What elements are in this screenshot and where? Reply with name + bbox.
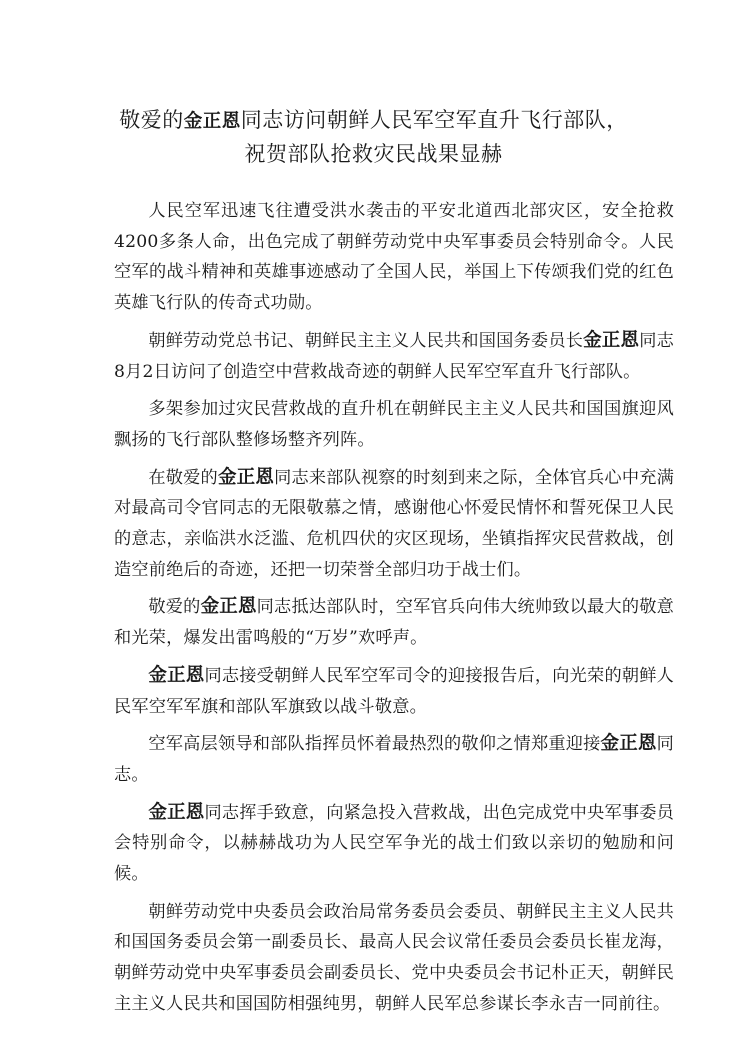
paragraph-1: 人民空军迅速飞往遭受洪水袭击的平安北道西北部灾区，安全抢救4200多条人命，出色完成了朝鲜劳动党中央军事委员会特别命令。人民空军的战斗精神和英雄事迹感动了全国人民，举国上下传颂我们党的红色英雄飞行队的传奇式功勋。	[114, 201, 674, 314]
leader-name: 金正恩	[217, 466, 275, 488]
paragraph-text: 同志接受朝鲜人民军空军司令的迎接报告后，向光荣的朝鲜人民军空军军旗和部队军旗致以战斗敬意。	[114, 665, 674, 717]
title-suffix: 同志访问朝鲜人民军空军直升飞行部队，	[240, 108, 628, 132]
paragraph-8	[114, 798, 674, 890]
leader-name: 金正恩	[583, 329, 640, 351]
paragraph-text: 朝鲜劳动党总书记、朝鲜民主主义人民共和国国务委员长	[148, 330, 584, 351]
paragraph-text: 同志抵达部队时，空军官兵向伟大统帅致以最大的敬意和光荣，爆发出雷鸣般的“万岁”欢呼声。	[114, 597, 674, 649]
paragraph-text: 敬爱的	[148, 597, 201, 618]
article-title	[60, 104, 687, 170]
paragraph-7	[114, 729, 674, 790]
paragraph-9: 朝鲜劳动党中央委员会政治局常务委员会委员、朝鲜民主主义人民共和国国务委员会第一副委员长、最高人民会议常任委员会委员长崔龙海，朝鲜劳动党中央军事委员会副委员长、党中央委员会书记朴正天，朝鲜民主主义人民共和国国防相强纯男，朝鲜人民军总参谋长李永吉一同前往。	[114, 901, 674, 1014]
leader-name: 金正恩	[148, 801, 205, 823]
paragraph-text: 同志。	[114, 734, 674, 785]
title-line-2: 祝贺部队抢救灾民战果显赫	[244, 142, 503, 166]
leader-name: 金正恩	[600, 733, 657, 755]
paragraph-5	[114, 592, 674, 653]
paragraph-text: 空军高层领导和部队指挥员怀着最热烈的敬仰之情郑重迎接	[148, 734, 601, 755]
paragraph-2	[114, 326, 674, 387]
paragraph-text: 同志8月2日访问了创造空中营救战奇迹的朝鲜人民军空军直升飞行部队。	[114, 330, 674, 382]
leader-name: 金正恩	[200, 596, 257, 618]
paragraph-text: 在敬爱的	[148, 467, 218, 488]
title-leader-name: 金正恩	[183, 111, 241, 132]
title-line-1	[60, 104, 687, 138]
paragraph-4	[114, 463, 674, 586]
paragraph-text: 同志挥手致意，向紧急投入营救战，出色完成党中央军事委员会特别命令，以赫赫战功为人民空军争光的战士们致以亲切的勉励和问候。	[114, 802, 674, 885]
title-prefix: 敬爱的	[119, 108, 184, 132]
leader-name: 金正恩	[148, 664, 205, 686]
paragraph-6	[114, 661, 674, 722]
article-body	[114, 196, 674, 1027]
paragraph-text: 同志来部队视察的时刻到来之际，全体官兵心中充满对最高司令官同志的无限敬慕之情，感谢他心怀爱民情怀和誓死保卫人民的意志，亲临洪水泛滥、危机四伏的灾区现场，坐镇指挥灾民营救战，创造空前绝后的奇迹，还把一切荣誉全部归功于战士们。	[114, 467, 674, 580]
paragraph-3: 多架参加过灾民营救战的直升机在朝鲜民主主义人民共和国国旗迎风飘扬的飞行部队整修场整齐列阵。	[114, 399, 674, 450]
